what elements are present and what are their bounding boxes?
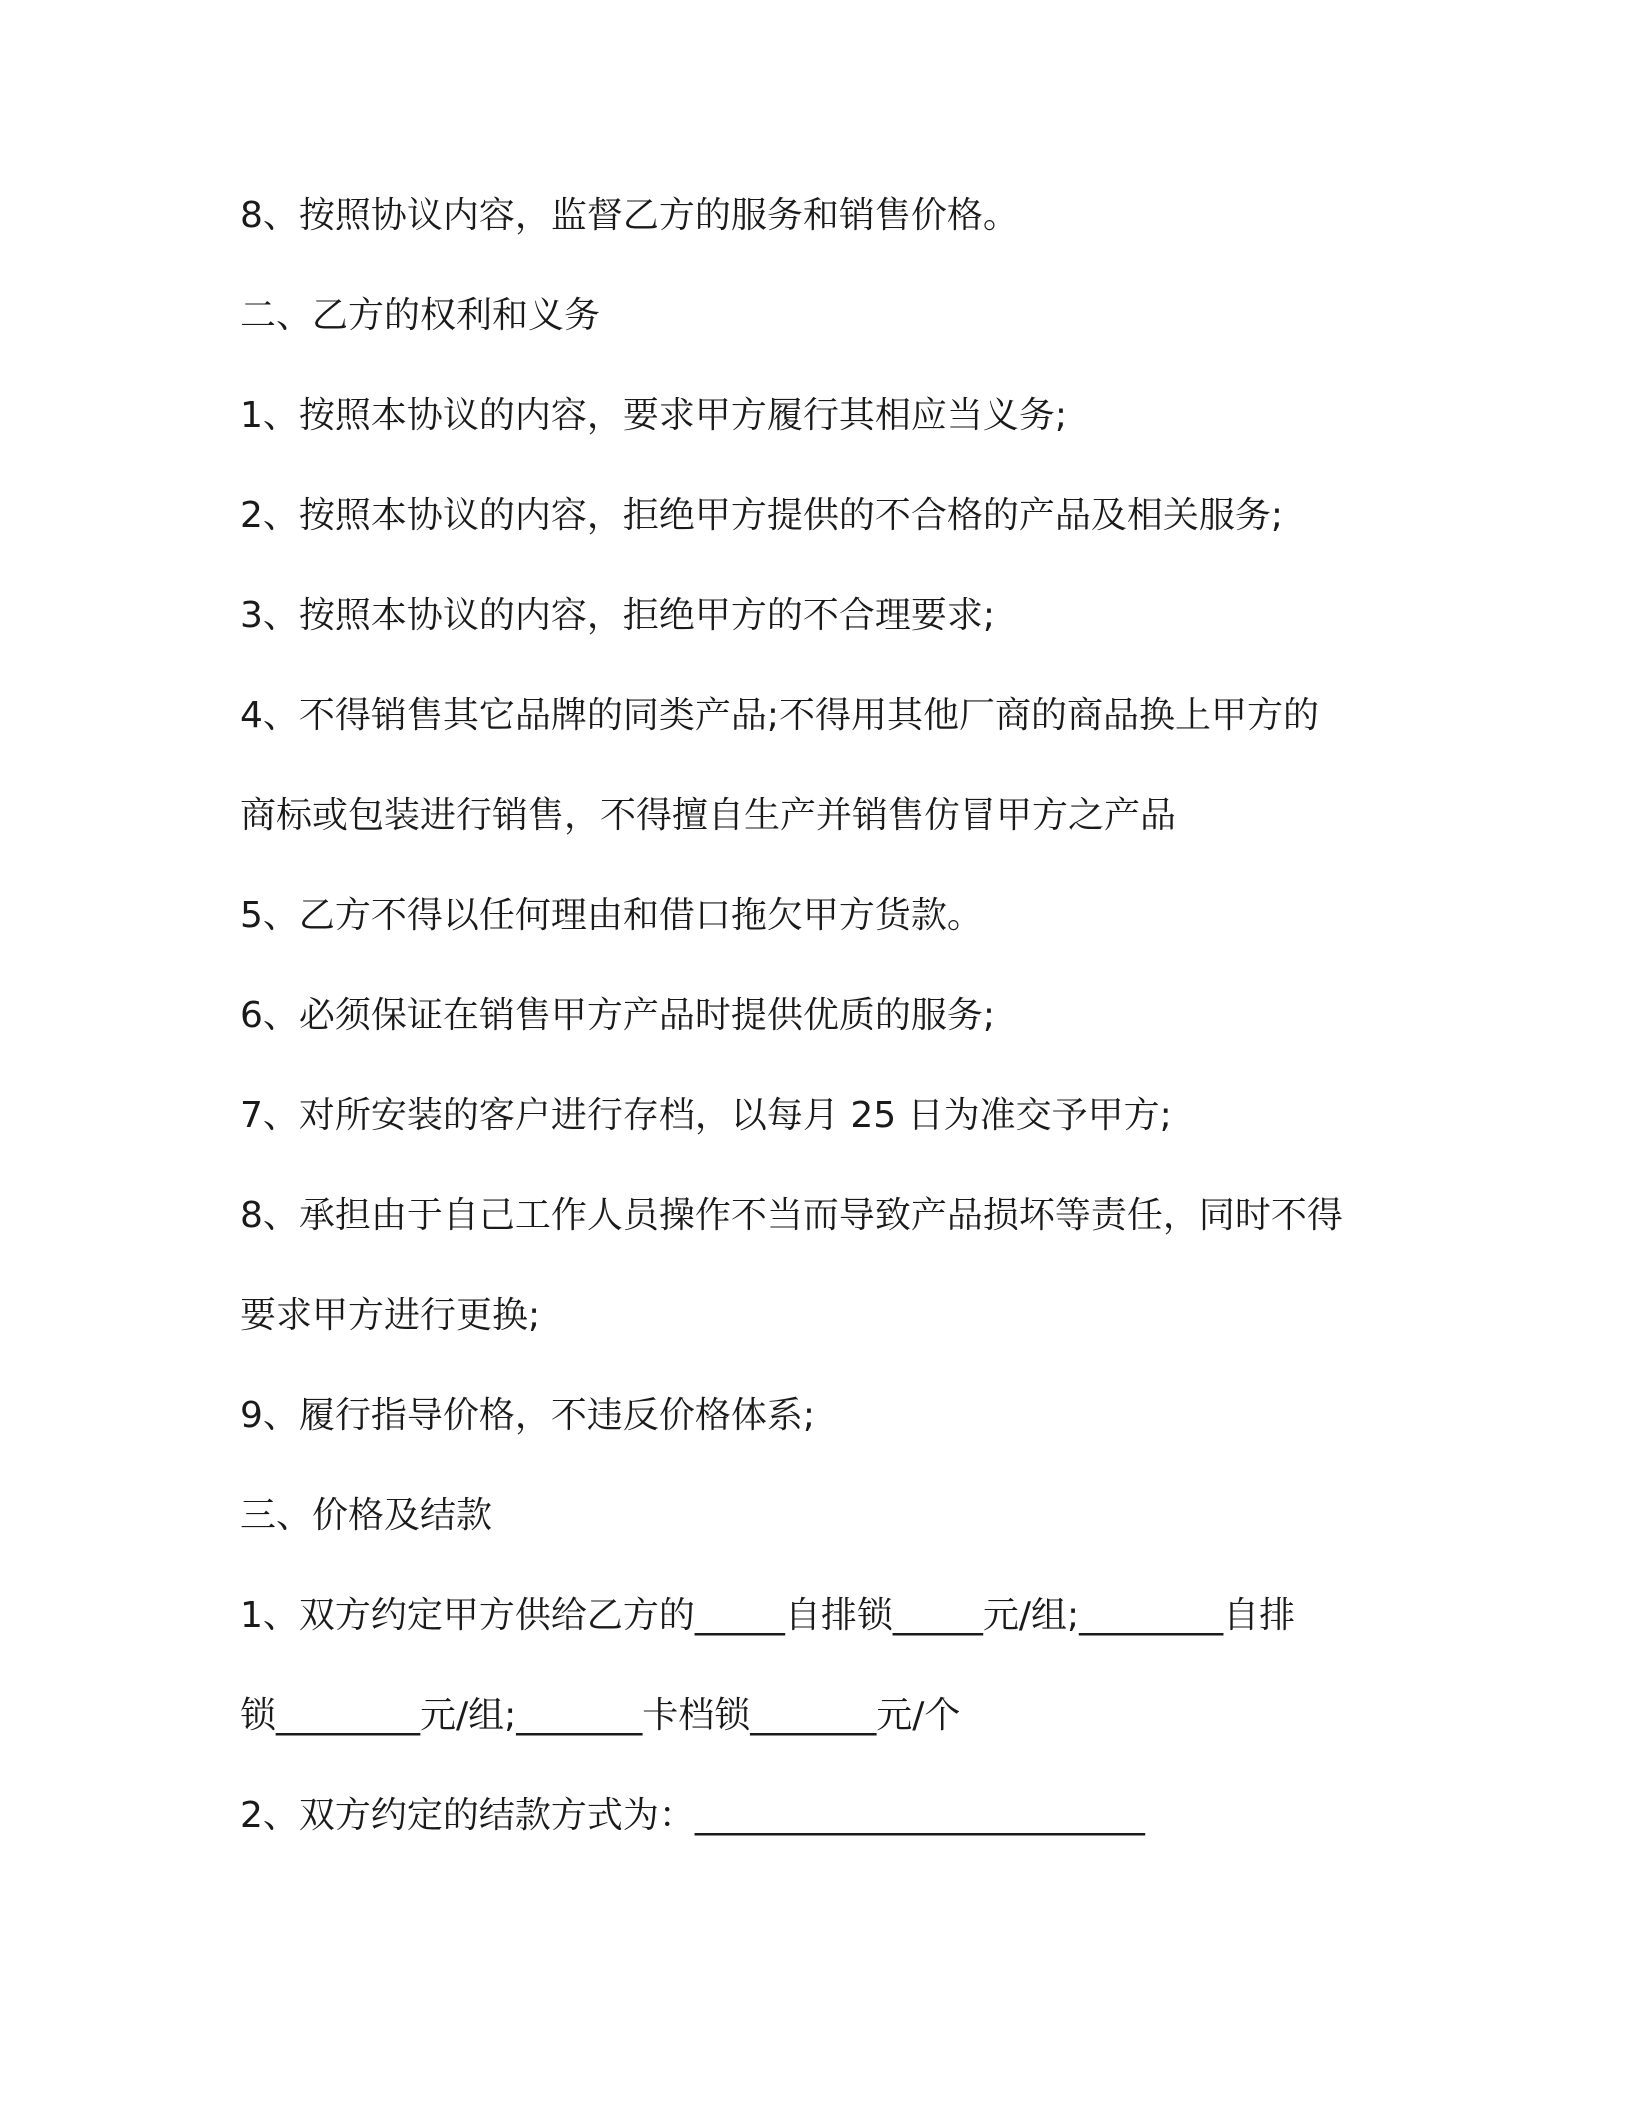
clause-b9: 9、履行指导价格，不违反价格体系; bbox=[240, 1395, 816, 1436]
clause-b1: 1、按照本协议的内容，要求甲方履行其相应当义务; bbox=[240, 395, 1068, 436]
section-heading-2: 二、乙方的权利和义务 bbox=[240, 295, 601, 336]
clause-b6: 6、必须保证在销售甲方产品时提供优质的服务; bbox=[240, 995, 996, 1036]
clause-b3: 3、按照本协议的内容，拒绝甲方的不合理要求; bbox=[240, 595, 996, 636]
clause-b4-line2: 商标或包装进行销售，不得擅自生产并销售仿冒甲方之产品 bbox=[240, 795, 1177, 836]
section-heading-3: 三、价格及结款 bbox=[240, 1495, 493, 1536]
clause-a8-obligation: 8、按照协议内容，监督乙方的服务和销售价格。 bbox=[240, 195, 1019, 236]
clause-c1-line1: 1、双方约定甲方供给乙方的_____自排锁_____元/组;________自排 bbox=[240, 1595, 1296, 1636]
clause-b4-line1: 4、不得销售其它品牌的同类产品;不得用其他厂商的商品换上甲方的 bbox=[240, 695, 1320, 736]
clause-c1-line2: 锁________元/组;_______卡档锁_______元/个 bbox=[240, 1695, 961, 1736]
clause-b8-line2: 要求甲方进行更换; bbox=[240, 1295, 541, 1336]
clause-b8-line1: 8、承担由于自己工作人员操作不当而导致产品损坏等责任，同时不得 bbox=[240, 1195, 1343, 1236]
clause-b5: 5、乙方不得以任何理由和借口拖欠甲方货款。 bbox=[240, 895, 983, 936]
clause-c2: 2、双方约定的结款方式为：_________________________ bbox=[240, 1795, 1145, 1836]
clause-b7: 7、对所安装的客户进行存档，以每月 25 日为准交予甲方; bbox=[240, 1095, 1172, 1136]
clause-b2: 2、按照本协议的内容，拒绝甲方提供的不合格的产品及相关服务; bbox=[240, 495, 1284, 536]
